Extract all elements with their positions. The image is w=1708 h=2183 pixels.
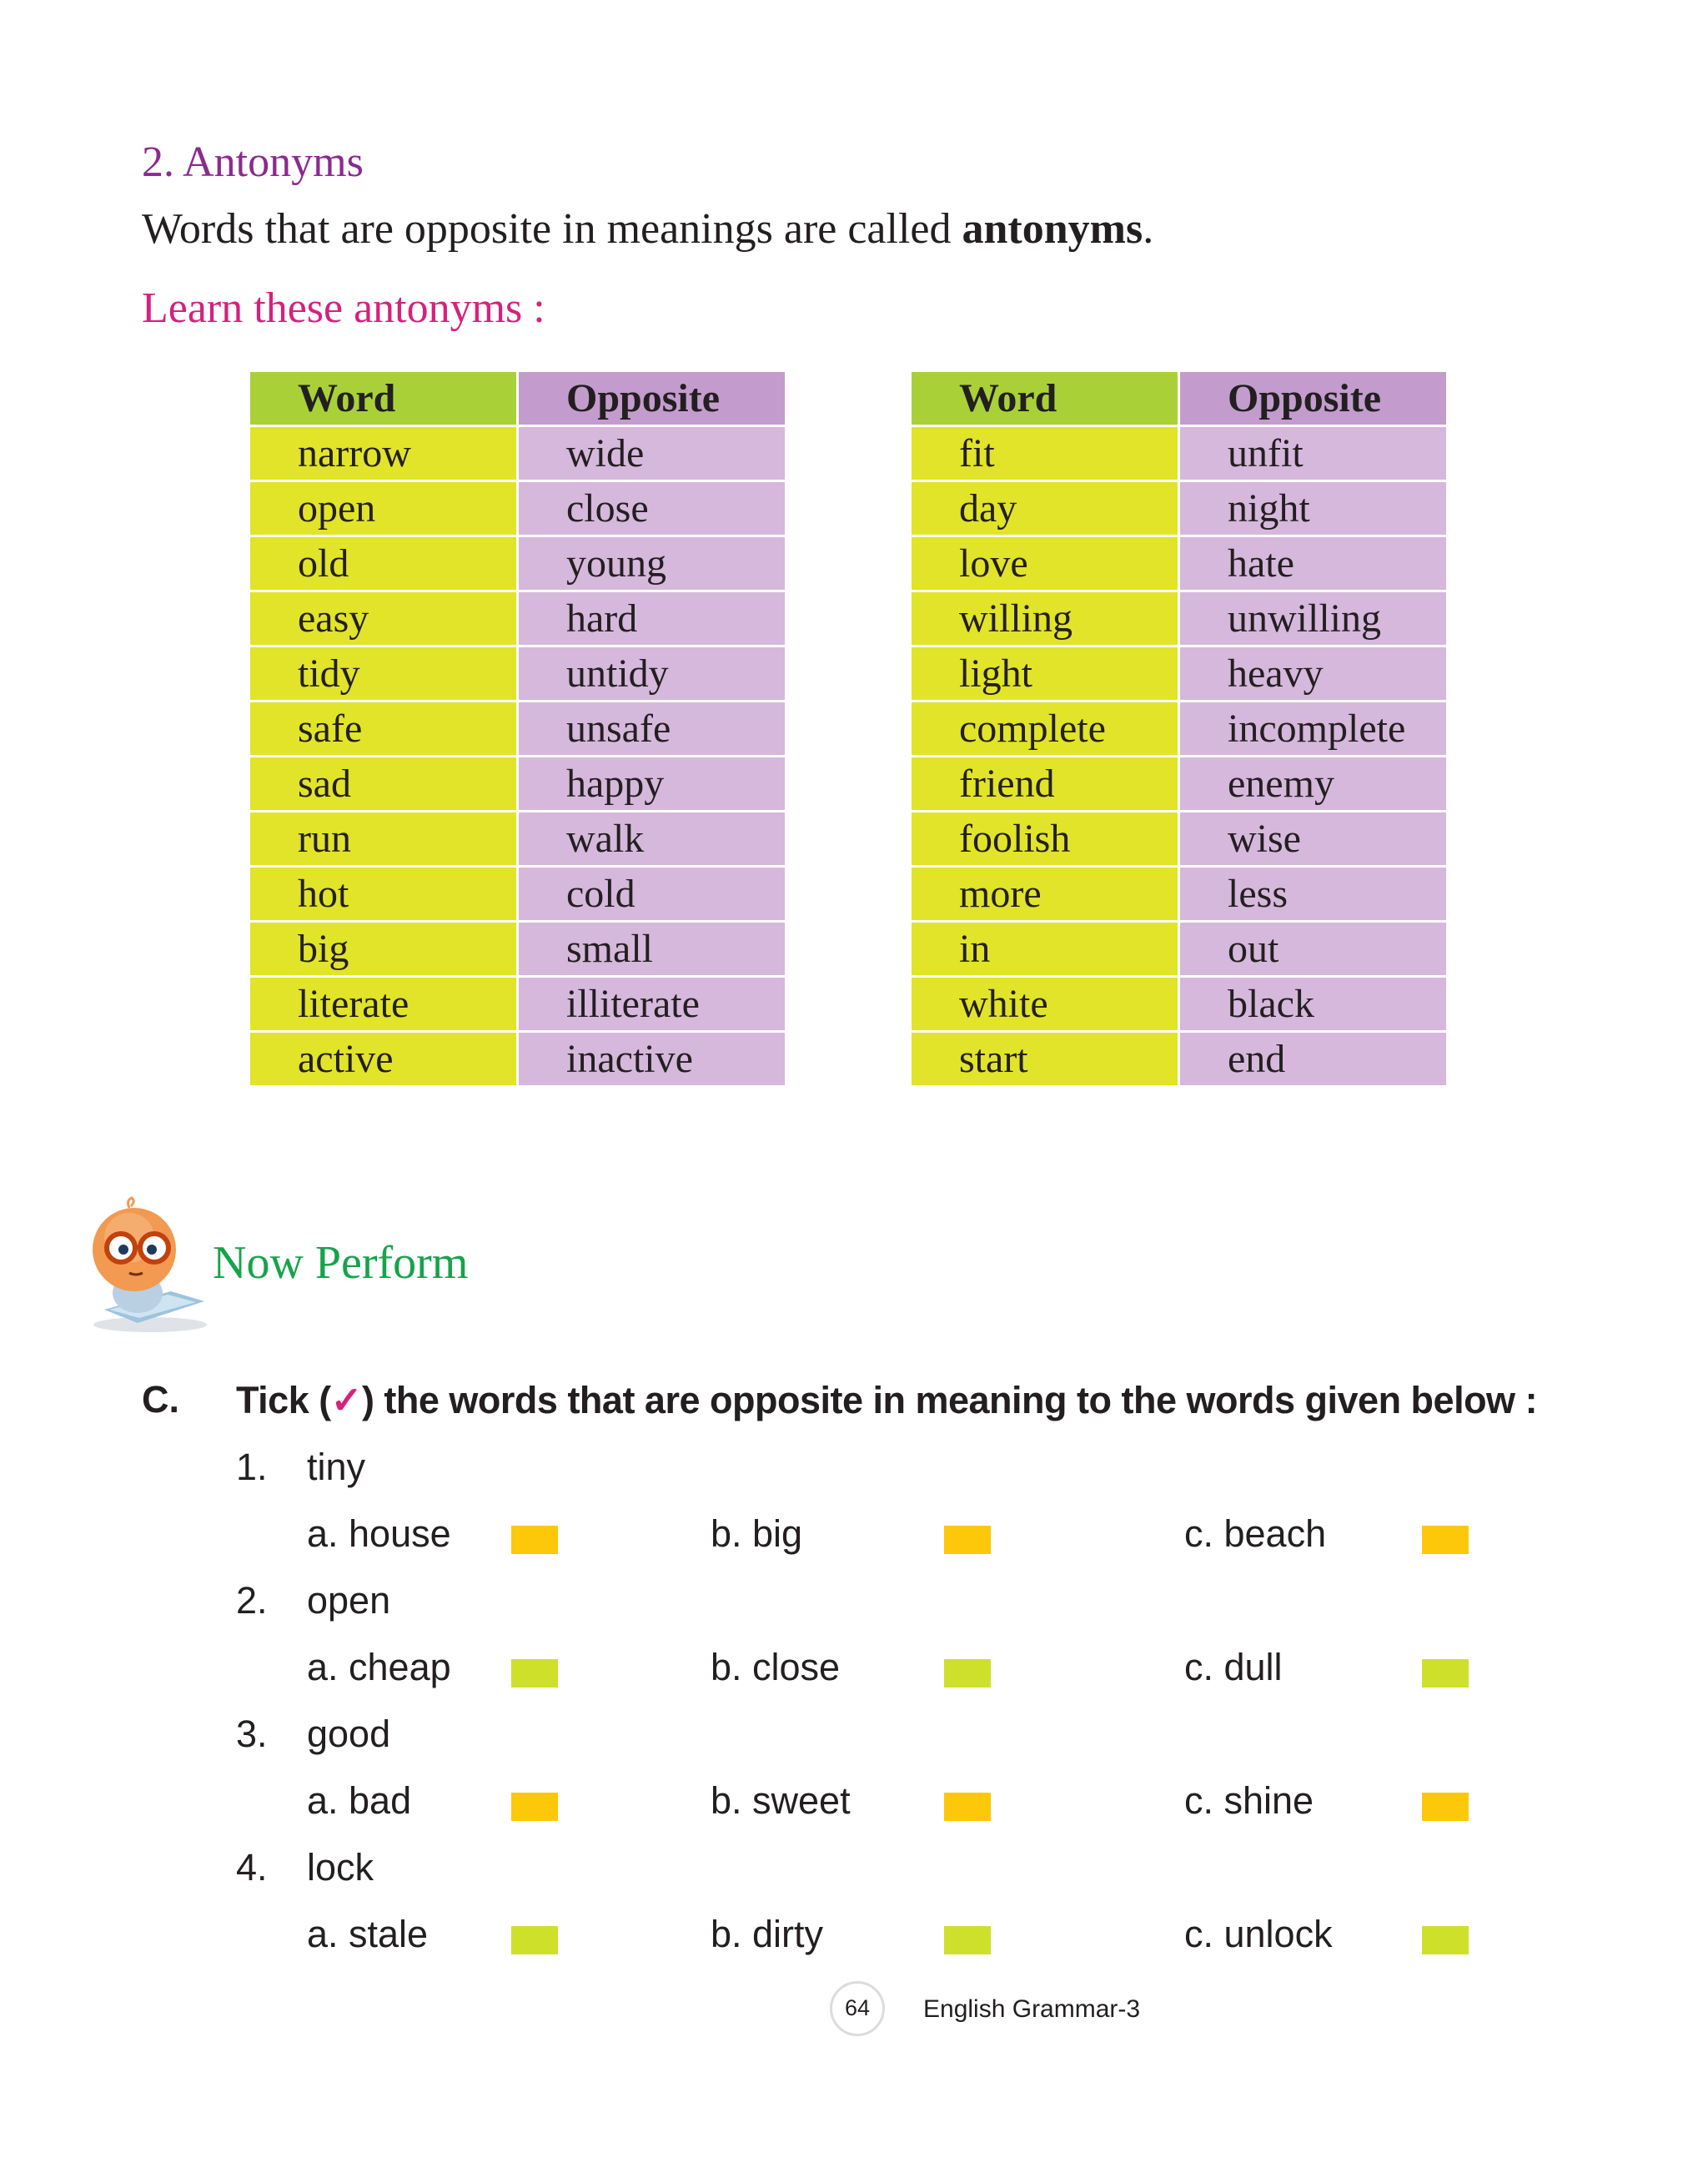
opposite-cell: close [518,481,786,536]
word-cell: foolish [911,812,1179,867]
opposite-cell: walk [518,812,786,867]
option-label: a. cheap [307,1646,451,1688]
word-cell: sad [249,757,518,812]
instruction-start: Tick ( [236,1379,331,1421]
book-title: English Grammar-3 [923,1995,1141,2023]
tick-box[interactable] [511,1793,558,1821]
antonyms-table-right [909,370,1449,1088]
question-number: 2. [236,1579,268,1622]
table-row [911,867,1448,922]
instruction-end: ) the words that are opposite in meaning to the words given below : [361,1379,1538,1421]
table-row [249,922,786,977]
word-cell: friend [911,757,1179,812]
word-cell: more [911,867,1179,922]
question-word: lock [307,1846,374,1889]
opposite-cell: end [1179,1032,1448,1087]
tick-box[interactable] [1422,1526,1469,1554]
section-heading: 2. Antonyms [142,138,364,186]
table-row [911,481,1448,536]
opposite-cell: hate [1179,536,1448,591]
table-row [249,702,786,757]
opposite-cell: wide [518,426,786,481]
word-cell: in [911,922,1179,977]
question-number: 1. [236,1446,268,1488]
option-label: c. dull [1184,1646,1283,1688]
table-row [249,812,786,867]
option-label: b. sweet [711,1779,851,1822]
word-cell: run [249,812,518,867]
question-word: open [307,1579,391,1622]
table-row [249,591,786,646]
definition-text [142,204,1153,254]
opposite-cell: less [1179,867,1448,922]
table-row [249,481,786,536]
table-row [249,426,786,481]
opposite-cell: enemy [1179,757,1448,812]
question-number: 4. [236,1846,268,1889]
tick-box[interactable] [944,1526,991,1554]
opposite-cell: black [1179,977,1448,1032]
table-row [249,1032,786,1087]
opposite-cell: heavy [1179,646,1448,702]
opposite-column-header: Opposite [1179,371,1448,426]
tick-box[interactable] [511,1526,558,1554]
table-row [249,757,786,812]
opposite-cell: inactive [518,1032,786,1087]
now-perform-heading: Now Perform [213,1237,469,1289]
table-row [911,977,1448,1032]
opposite-cell: unsafe [518,702,786,757]
table-row [911,702,1448,757]
tick-icon: ✓ [330,1379,362,1421]
word-cell: complete [911,702,1179,757]
mascot-illustration [79,1176,213,1335]
table-row [911,646,1448,702]
tick-box[interactable] [944,1926,991,1954]
definition-end: . [1143,205,1154,253]
table-row [911,1032,1448,1087]
opposite-cell: out [1179,922,1448,977]
word-cell: old [249,536,518,591]
word-cell: day [911,481,1179,536]
option-label: b. dirty [711,1913,824,1955]
opposite-cell: illiterate [518,977,786,1032]
opposite-cell: wise [1179,812,1448,867]
opposite-cell: unfit [1179,426,1448,481]
antonyms-table-left [248,370,787,1088]
question-word: tiny [307,1446,366,1488]
option-label: a. stale [307,1913,429,1955]
opposite-cell: young [518,536,786,591]
word-cell: narrow [249,426,518,481]
page-number: 64 [844,1995,871,2020]
table-row [911,426,1448,481]
option-label: b. close [711,1646,841,1688]
tick-box[interactable] [511,1659,558,1688]
definition-start: Words that are opposite in meanings are called [142,205,962,253]
opposite-cell: untidy [518,646,786,702]
table-row [249,536,786,591]
word-cell: safe [249,702,518,757]
word-cell: white [911,977,1179,1032]
option-label: a. house [307,1512,451,1555]
opposite-cell: hard [518,591,786,646]
table-header-row [249,371,786,426]
question-number: 3. [236,1713,268,1755]
word-column-header: Word [249,371,518,426]
word-cell: active [249,1032,518,1087]
tick-box[interactable] [1422,1793,1469,1821]
option-label: c. unlock [1184,1913,1333,1955]
opposite-cell: cold [518,867,786,922]
exercise-letter: C. [142,1378,179,1421]
word-column-header: Word [911,371,1179,426]
opposite-cell: small [518,922,786,977]
word-cell: hot [249,867,518,922]
opposite-cell: happy [518,757,786,812]
definition-term: antonyms [962,205,1143,253]
opposite-cell: unwilling [1179,591,1448,646]
word-cell: willing [911,591,1179,646]
word-cell: easy [249,591,518,646]
table-row [911,812,1448,867]
tick-box[interactable] [1422,1926,1469,1954]
table-row [249,867,786,922]
opposite-column-header: Opposite [518,371,786,426]
option-label: c. shine [1184,1779,1314,1822]
tick-box[interactable] [511,1926,558,1954]
word-cell: big [249,922,518,977]
exercise-instruction [236,1378,1537,1422]
opposite-cell: incomplete [1179,702,1448,757]
option-label: c. beach [1184,1512,1327,1555]
question-word: good [307,1713,391,1755]
table-row [911,922,1448,977]
word-cell: tidy [249,646,518,702]
table-row [249,646,786,702]
tick-box[interactable] [1422,1659,1469,1688]
word-cell: fit [911,426,1179,481]
table-row [911,536,1448,591]
word-cell: love [911,536,1179,591]
word-cell: open [249,481,518,536]
table-row [911,591,1448,646]
option-label: a. bad [307,1779,412,1822]
tick-box[interactable] [944,1793,991,1821]
tick-box[interactable] [944,1659,991,1688]
opposite-cell: night [1179,481,1448,536]
word-cell: literate [249,977,518,1032]
table-header-row [911,371,1448,426]
option-label: b. big [711,1512,803,1555]
table-row [911,757,1448,812]
table-row [249,977,786,1032]
word-cell: start [911,1032,1179,1087]
learn-heading: Learn these antonyms : [142,284,545,332]
word-cell: light [911,646,1179,702]
